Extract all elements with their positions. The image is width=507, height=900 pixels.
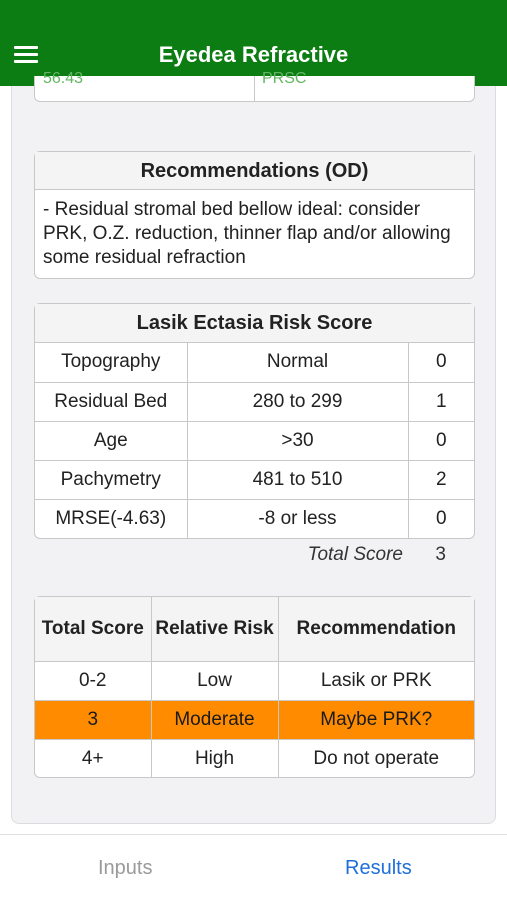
risk-points: 1: [408, 382, 474, 421]
relative-risk: Low: [151, 661, 278, 700]
risk-interpretation-table: [35, 597, 474, 778]
previous-result-box: [34, 70, 475, 102]
table-row: [35, 343, 474, 382]
previous-left-value: 56.43: [43, 70, 84, 87]
table-row: [35, 382, 474, 421]
recommendation: Lasik or PRK: [278, 661, 474, 700]
risk-points: 2: [408, 460, 474, 499]
table-row: [35, 460, 474, 499]
results-panel[interactable]: [11, 70, 496, 824]
score-range: 0-2: [35, 661, 151, 700]
risk-interpretation-card: [34, 596, 475, 778]
risk-value: -8 or less: [187, 499, 408, 538]
recommendations-text: - Residual stromal bed bellow ideal: consider PRK, O.Z. reduction, thinner flap and/or allowing some residual refraction: [43, 199, 451, 268]
risk-factor: Age: [35, 421, 187, 460]
score-range: 4+: [35, 739, 151, 778]
recommendation: Maybe PRK?: [278, 700, 474, 739]
total-score-row: [34, 540, 475, 570]
risk-factor: Residual Bed: [35, 382, 187, 421]
risk-value: 280 to 299: [187, 382, 408, 421]
highlighted-row: [35, 700, 474, 739]
tab-inputs[interactable]: Inputs: [98, 857, 153, 879]
risk-value: 481 to 510: [187, 460, 408, 499]
score-range: 3: [35, 700, 151, 739]
risk-factor: Pachymetry: [35, 460, 187, 499]
risk-points: 0: [435, 507, 447, 529]
divider: [254, 76, 255, 102]
risk-value: Normal: [187, 343, 408, 382]
total-score-label: Total Score: [307, 544, 403, 565]
header-recommendation: Recommendation: [278, 597, 474, 661]
relative-risk: Moderate: [151, 700, 278, 739]
risk-factor: MRSE(-4.63): [35, 499, 187, 538]
recommendations-card: [34, 151, 475, 279]
recommendation: Do not operate: [313, 747, 440, 769]
risk-value: >30: [187, 421, 408, 460]
tab-results[interactable]: Results: [345, 857, 412, 879]
risk-points: 0: [408, 343, 474, 382]
header-total-score: Total Score: [35, 597, 151, 661]
app-title: Eyedea Refractive: [158, 42, 349, 67]
total-score-value: 3: [435, 544, 446, 565]
table-row: [35, 499, 474, 538]
risk-points: 0: [408, 421, 474, 460]
relative-risk: High: [151, 739, 278, 778]
ectasia-risk-title: Lasik Ectasia Risk Score: [35, 304, 474, 343]
ectasia-risk-card: [34, 303, 475, 539]
table-row: [35, 739, 474, 778]
ectasia-risk-table: [35, 343, 474, 538]
header-relative-risk: Relative Risk: [151, 597, 278, 661]
table-row: [35, 421, 474, 460]
recommendations-title: Recommendations (OD): [35, 152, 474, 190]
table-header-row: [35, 597, 474, 661]
risk-factor: Topography: [35, 343, 187, 382]
table-row: [35, 661, 474, 700]
bottom-tab-bar: [0, 834, 507, 900]
previous-right-value: PRSC: [262, 70, 307, 87]
